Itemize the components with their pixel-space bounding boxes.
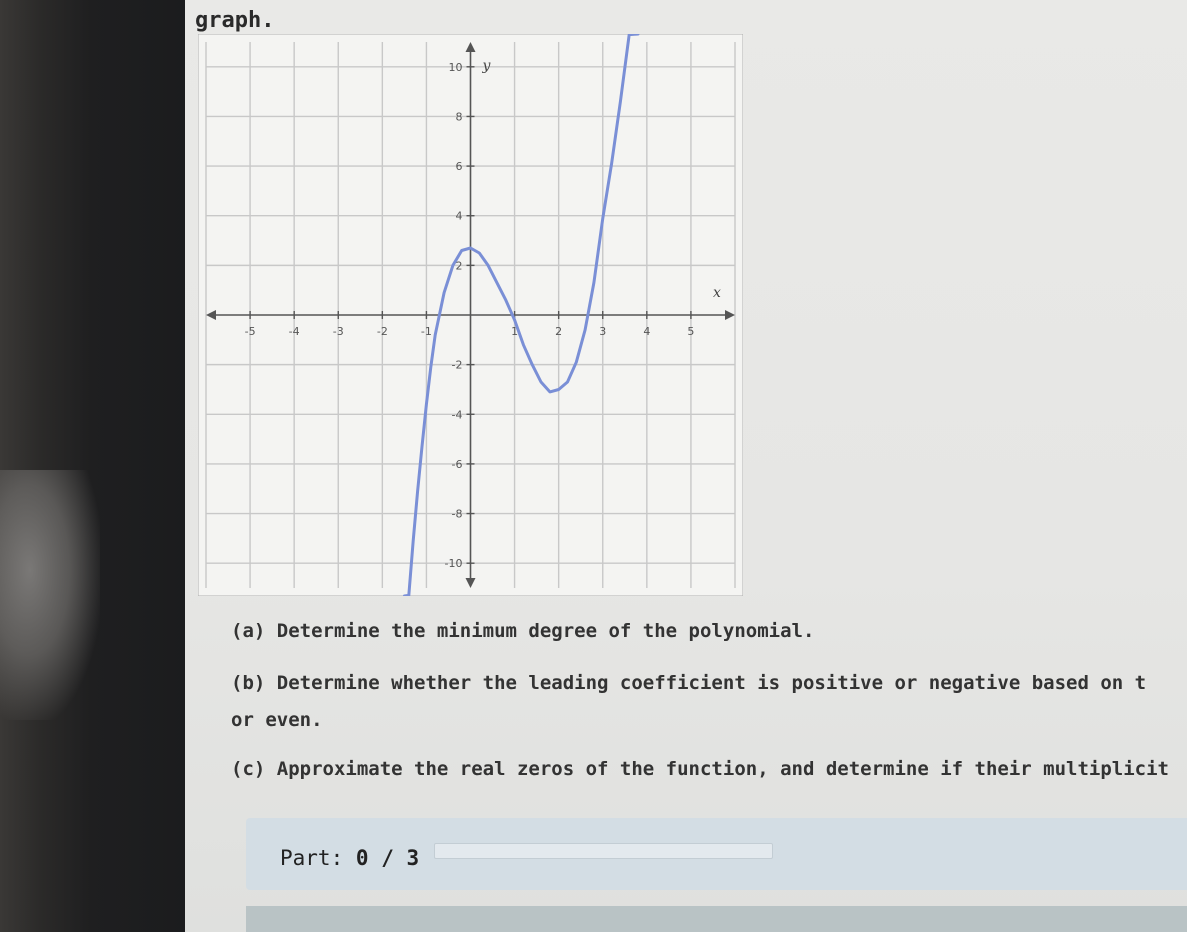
y-tick-label: 4 xyxy=(455,209,463,223)
page-heading: graph. xyxy=(195,8,275,33)
question-c: (c) Approximate the real zeros of the function, and determine if their multiplicit xyxy=(231,758,1169,780)
x-tick-label: 5 xyxy=(687,325,695,338)
y-tick-label: 8 xyxy=(455,110,463,124)
part-progress-bar xyxy=(434,843,773,859)
question-a: (a) Determine the minimum degree of the polynomial. xyxy=(231,620,815,642)
next-panel xyxy=(246,906,1187,932)
x-tick-label: 3 xyxy=(599,325,607,338)
y-tick-label: -6 xyxy=(451,457,463,471)
x-tick-label: -2 xyxy=(376,325,388,338)
part-label: Part: xyxy=(280,846,344,870)
y-tick-label: 2 xyxy=(455,259,463,273)
bezel-glare xyxy=(0,470,100,720)
y-tick-label: 6 xyxy=(455,160,463,174)
y-tick-label: -2 xyxy=(451,358,463,372)
x-tick-label: -3 xyxy=(332,325,344,338)
y-tick-label: -4 xyxy=(451,408,463,422)
y-axis-label: y xyxy=(482,58,491,74)
part-total: 3 xyxy=(406,846,420,870)
x-tick-label: 1 xyxy=(511,325,519,338)
x-tick-label: -5 xyxy=(244,325,256,338)
x-tick-label: -1 xyxy=(420,325,432,338)
x-tick-label: -4 xyxy=(288,325,300,338)
y-tick-label: -10 xyxy=(444,557,463,571)
x-axis-label: x xyxy=(713,285,721,301)
question-b-continued: or even. xyxy=(231,709,323,731)
x-tick-label: 4 xyxy=(643,325,651,338)
monitor-bezel xyxy=(0,0,185,932)
part-separator: / xyxy=(381,846,394,870)
question-b: (b) Determine whether the leading coefficient is positive or negative based on t xyxy=(231,672,1147,694)
part-current: 0 xyxy=(355,846,369,870)
y-tick-label: 10 xyxy=(448,60,463,74)
x-tick-label: 2 xyxy=(555,325,563,338)
y-tick-label: -8 xyxy=(451,507,463,521)
part-indicator xyxy=(280,846,419,870)
polynomial-graph xyxy=(198,34,743,596)
